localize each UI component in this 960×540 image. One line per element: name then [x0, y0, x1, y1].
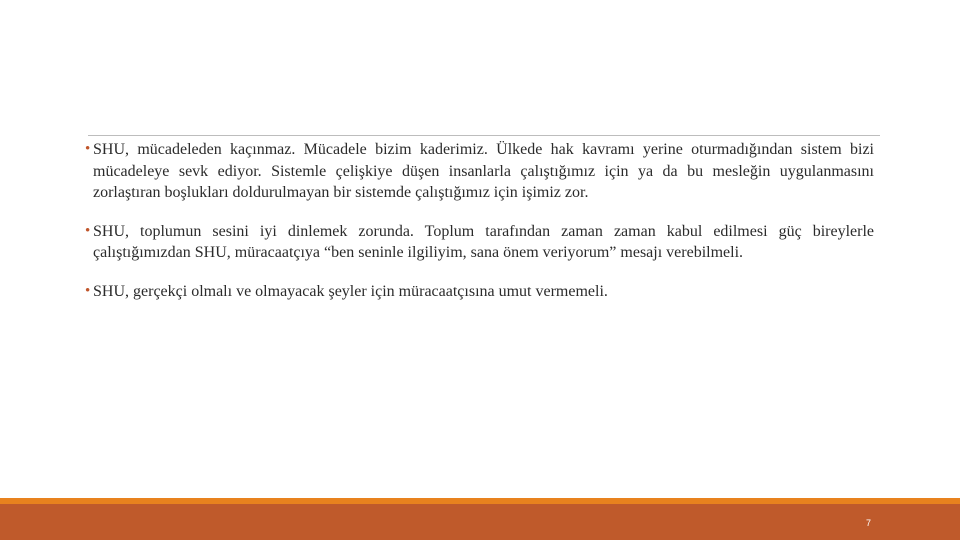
bullet-item-3: [84, 281, 874, 303]
bullet-marker-icon: •: [85, 141, 91, 157]
bullet-item-1: [84, 139, 874, 204]
bullet-marker-icon: •: [85, 282, 91, 299]
bullet-list: [84, 139, 874, 319]
bullet-text-3: SHU, gerçekçi olmalı ve olmayacak şeyler için müracaatçısına umut vermemeli.: [93, 282, 608, 300]
top-divider: [88, 135, 880, 136]
footer-bar: [0, 504, 960, 540]
page-number: 7: [866, 518, 872, 528]
bullet-marker-icon: •: [85, 222, 91, 239]
bullet-item-2: [84, 221, 874, 264]
bullet-text-1: SHU, mücadeleden kaçınmaz. Mücadele bizim kaderimiz. Ülkede hak kavramı yerine oturmadığından sistem bizi mücadeleye sevk ediyor. Sistemle çelişkiye düşen insanlarla çalıştığımız için ya da bu mesleğin uygulanmasını zorlaştıran boşlukları doldurulmayan bir sistemde çalıştığımız için işimiz zor.: [93, 141, 874, 201]
bullet-text-2: SHU, toplumun sesini iyi dinlemek zorunda. Toplum tarafından zaman zaman kabul edilmesi güç bireylerle çalıştığımızdan SHU, müracaatçıya “ben seninle ilgiliyim, sana önem veriyorum” mesajı verebilmeli.: [93, 222, 874, 261]
